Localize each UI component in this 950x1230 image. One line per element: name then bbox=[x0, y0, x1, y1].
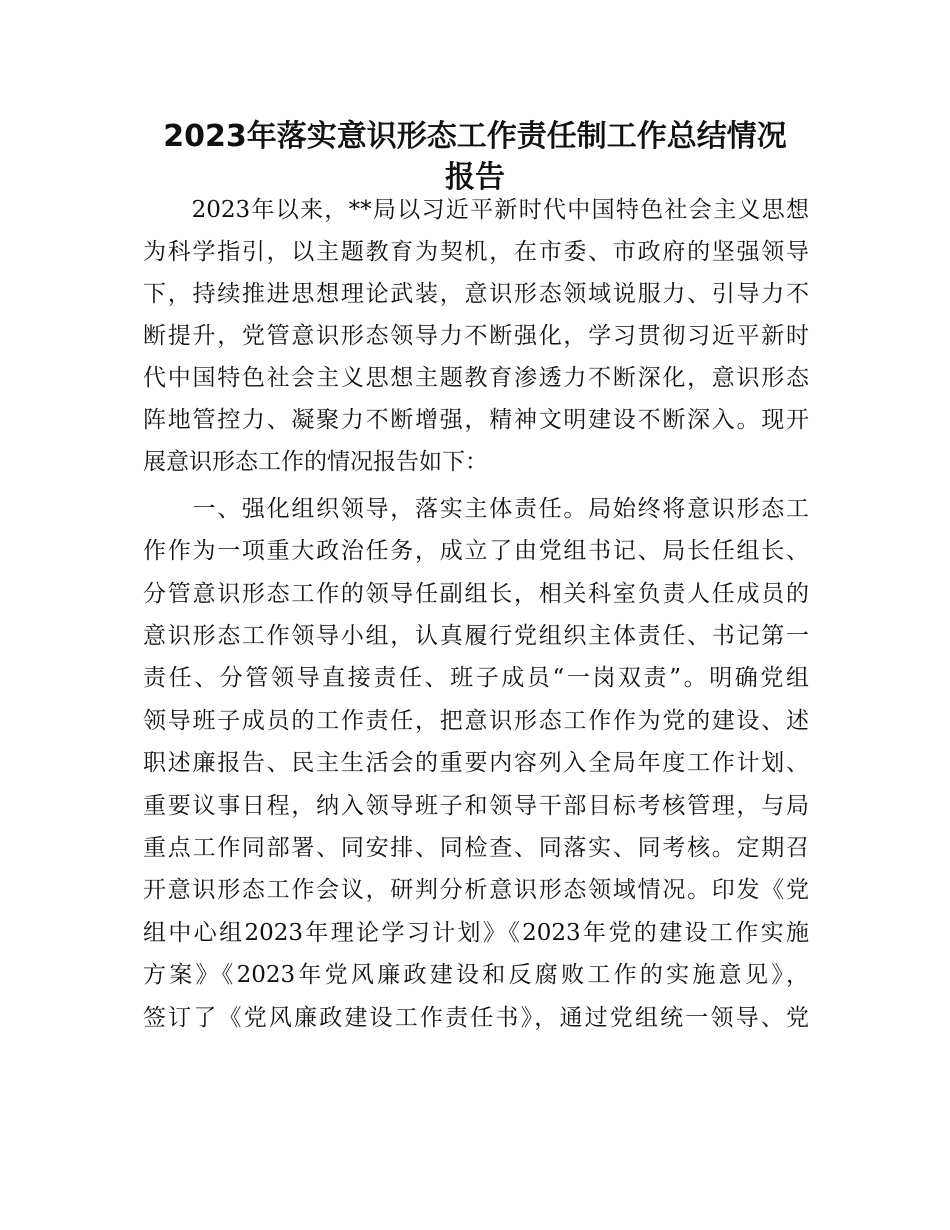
text-line: 方案》《2023年党风廉政建设和反腐败工作的实施意见》， bbox=[143, 962, 809, 988]
text-line: 开意识形态工作会议，研判分析意识形态领域情况。印发《党 bbox=[143, 877, 809, 903]
text-line: 组中心组2023年理论学习计划》《2023年党的建设工作实施 bbox=[143, 920, 809, 946]
text-line: 断提升，党管意识形态领导力不断强化，学习贯彻习近平新时 bbox=[143, 323, 809, 349]
text-line: 2023年以来，**局以习近平新时代中国特色社会主义思想 bbox=[143, 197, 809, 223]
text-line: 重点工作同部署、同安排、同检查、同落实、同考核。定期召 bbox=[143, 835, 809, 861]
text-line: 阵地管控力、凝聚力不断增强，精神文明建设不断深入。现开 bbox=[143, 407, 809, 433]
text-line: 签订了《党风廉政建设工作责任书》，通过党组统一领导、党 bbox=[143, 1005, 809, 1031]
document-title-line-1: 2023年落实意识形态工作责任制工作总结情况 bbox=[163, 119, 787, 154]
text-line: 重要议事日程，纳入领导班子和领导干部目标考核管理，与局 bbox=[143, 793, 809, 819]
text-line: 作作为一项重大政治任务，成立了由党组书记、局长任组长、 bbox=[143, 538, 809, 564]
document-title-line-2: 报告 bbox=[445, 160, 505, 195]
text-line: 责任、分管领导直接责任、班子成员“一岗双责”。明确党组 bbox=[143, 665, 809, 691]
text-line: 职述廉报告、民主生活会的重要内容列入全局年度工作计划、 bbox=[143, 750, 809, 776]
text-line: 展意识形态工作的情况报告如下： bbox=[143, 449, 488, 475]
text-line: 意识形态工作领导小组，认真履行党组织主体责任、书记第一 bbox=[143, 623, 809, 649]
text-line: 分管意识形态工作的领导任副组长，相关科室负责人任成员的 bbox=[143, 581, 809, 607]
text-line: 下，持续推进思想理论武装，意识形态领域说服力、引导力不 bbox=[143, 281, 809, 307]
text-line: 领导班子成员的工作责任，把意识形态工作作为党的建设、述 bbox=[143, 708, 809, 734]
text-line: 一、强化组织领导，落实主体责任。局始终将意识形态工 bbox=[143, 496, 809, 522]
text-line: 为科学指引，以主题教育为契机，在市委、市政府的坚强领导 bbox=[143, 239, 809, 265]
text-line: 代中国特色社会主义思想主题教育渗透力不断深化，意识形态 bbox=[143, 365, 809, 391]
